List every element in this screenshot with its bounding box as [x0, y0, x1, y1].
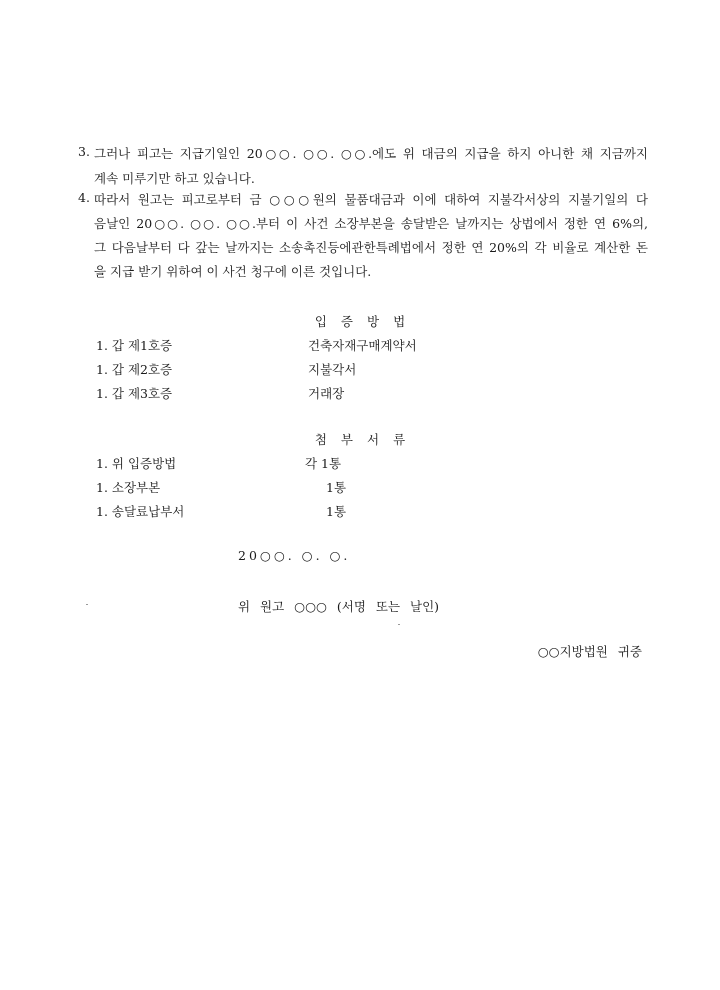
attachments-title: 첨부서류 — [314, 432, 420, 447]
scan-speck — [398, 624, 400, 625]
attachment-value: 1통 — [326, 480, 347, 495]
attachment-label: 1. 송달료납부서 — [96, 504, 185, 519]
paragraph-line: 그 다음날부터 다 갚는 날까지는 소송촉진등에관한특례법에서 정한 연 20%의 각 비율로 계산한 돈 — [94, 240, 648, 255]
paragraph-line: 그러나 피고는 지급기일인 20○○. ○○. ○○.에도 위 대금의 지급을 하지 아니한 채 지금까지 — [94, 146, 648, 161]
evidence-title: 입증방법 — [314, 314, 420, 329]
paragraph-number: 3. — [78, 144, 90, 159]
evidence-label: 1. 갑 제1호증 — [96, 338, 173, 353]
filing-date: 20○○. ○. ○. — [238, 548, 351, 563]
paragraph-line: 따라서 원고는 피고로부터 금 ○○○원의 물품대금과 이에 대하여 지불각서상의 지불기일의 다 — [94, 192, 648, 207]
evidence-value: 거래장 — [308, 386, 345, 401]
evidence-label: 1. 갑 제2호증 — [96, 362, 173, 377]
paragraph-line: 계속 미루기만 하고 있습니다. — [94, 171, 255, 186]
evidence-label: 1. 갑 제3호증 — [96, 386, 173, 401]
paragraph-line: 을 지급 받기 위하여 이 사건 청구에 이른 것입니다. — [94, 264, 372, 279]
court-addressee: ○○지방법원 귀중 — [537, 644, 642, 659]
evidence-value: 지불각서 — [308, 362, 357, 377]
paragraph-number: 4. — [78, 190, 90, 205]
attachment-label: 1. 소장부본 — [96, 480, 161, 495]
evidence-value: 건축자재구매계약서 — [308, 338, 417, 353]
attachment-value: 각 1통 — [305, 456, 342, 471]
attachment-value: 1통 — [326, 504, 347, 519]
paragraph-line: 음날인 20○○. ○○. ○○.부터 이 사건 소장부본을 송달받은 날까지는 상법에서 정한 연 6%의, — [94, 216, 648, 231]
plaintiff-signature-line: 위 원고 ○○○ (서명 또는 날인) — [238, 599, 440, 614]
scan-speck — [86, 604, 88, 605]
attachment-label: 1. 위 입증방법 — [96, 456, 177, 471]
